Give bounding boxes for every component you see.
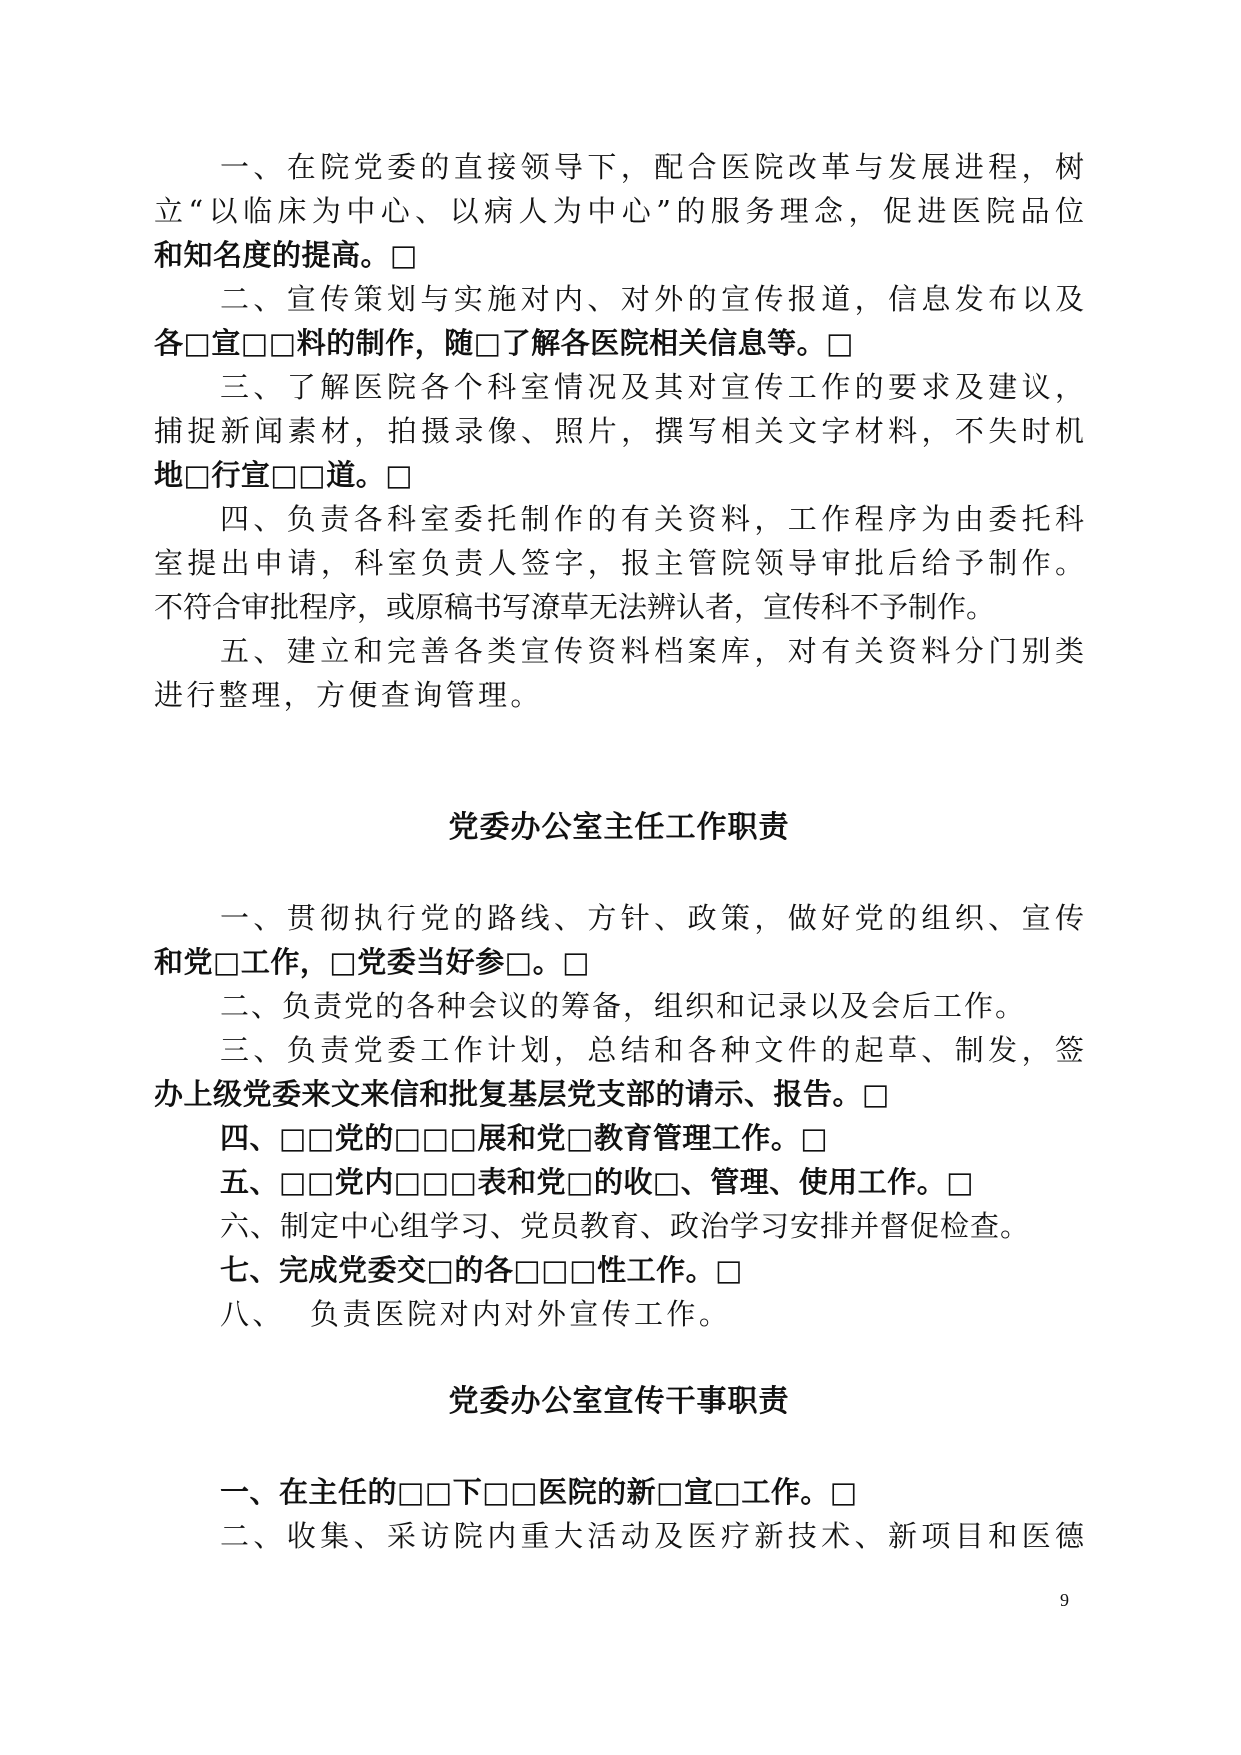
text-line: 一、在院党委的直接领导下，配合医院改革与发展进程，树 xyxy=(220,150,1084,184)
spacer xyxy=(154,1424,1084,1470)
section-3-title: 党委办公室宣传干事职责 xyxy=(448,1384,790,1419)
text-line: 四、□□党的□□□展和党□教育管理工作。□ xyxy=(220,1121,829,1155)
text-line: 五、□□党内□□□表和党□的收□、管理、使用工作。□ xyxy=(220,1165,975,1199)
text-line: 进行整理，方便查询管理。 xyxy=(154,678,543,712)
text-line: 八、 负责医院对内对外宣传工作。 xyxy=(220,1297,732,1331)
text-line: 五、建立和完善各类宣传资料档案库，对有关资料分门别类 xyxy=(220,634,1084,668)
text-line: 各□宣□□料的制作，随□了解各医院相关信息等。□ xyxy=(154,326,855,360)
text-line: 立“以临床为中心、以病人为中心”的服务理念，促进医院品位 xyxy=(154,194,1084,228)
section-2-item-2 xyxy=(154,984,1084,1028)
text-line: 一、贯彻执行党的路线、方针、政策，做好党的组织、宣传 xyxy=(220,901,1084,935)
text-line: 办上级党委来文来信和批复基层党支部的请示、报告。□ xyxy=(154,1077,890,1111)
section-1-item-5 xyxy=(154,629,1084,717)
section-2-title: 党委办公室主任工作职责 xyxy=(448,810,790,845)
section-3-item-1 xyxy=(154,1470,1084,1514)
text-line: 二、负责党的各种会议的筹备，组织和记录以及会后工作。 xyxy=(220,989,1027,1023)
section-1-item-3 xyxy=(154,365,1084,497)
text-line: 四、负责各科室委托制作的有关资料，工作程序为由委托科 xyxy=(220,502,1084,536)
spacer xyxy=(154,1336,1084,1380)
section-1-item-1 xyxy=(154,145,1084,277)
section-2-item-5 xyxy=(154,1160,1084,1204)
text-column xyxy=(154,145,1084,1558)
section-1-item-4 xyxy=(154,497,1084,629)
section-3-item-2 xyxy=(154,1514,1084,1558)
text-line: 地□行宣□□道。□ xyxy=(154,458,414,492)
text-line: 二、宣传策划与实施对内、对外的宣传报道，信息发布以及 xyxy=(220,282,1084,316)
text-line: 三、了解医院各个科室情况及其对宣传工作的要求及建议， xyxy=(220,370,1084,404)
text-line: 室提出申请，科室负责人签字，报主管院领导审批后给予制作。 xyxy=(154,546,1084,580)
text-line: 和党□工作，□党委当好参□。□ xyxy=(154,945,591,979)
section-2-item-7 xyxy=(154,1248,1084,1292)
section-2-item-4 xyxy=(154,1116,1084,1160)
text-line: 捕捉新闻素材，拍摄录像、照片，撰写相关文字材料，不失时机 xyxy=(154,414,1084,448)
text-line: 二、收集、采访院内重大活动及医疗新技术、新项目和医德 xyxy=(220,1519,1084,1553)
text-line: 一、在主任的□□下□□医院的新□宣□工作。□ xyxy=(220,1475,858,1509)
section-2-item-3 xyxy=(154,1028,1084,1116)
section-2-item-1 xyxy=(154,896,1084,984)
spacer xyxy=(154,717,1084,806)
page-number: 9 xyxy=(1060,1590,1069,1610)
section-1-item-2 xyxy=(154,277,1084,365)
section-2-item-8 xyxy=(154,1292,1084,1336)
text-line: 六、制定中心组学习、党员教育、政治学习安排并督促检查。 xyxy=(220,1209,1031,1243)
text-line: 不符合审批程序，或原稿书写潦草无法辨认者，宣传科不予制作。 xyxy=(154,590,996,624)
text-line: 七、完成党委交□的各□□□性工作。□ xyxy=(220,1253,744,1287)
text-line: 和知名度的提高。□ xyxy=(154,238,418,272)
spacer xyxy=(154,850,1084,896)
text-line: 三、负责党委工作计划，总结和各种文件的起草、制发，签 xyxy=(220,1033,1084,1067)
section-2-item-6 xyxy=(154,1204,1084,1248)
